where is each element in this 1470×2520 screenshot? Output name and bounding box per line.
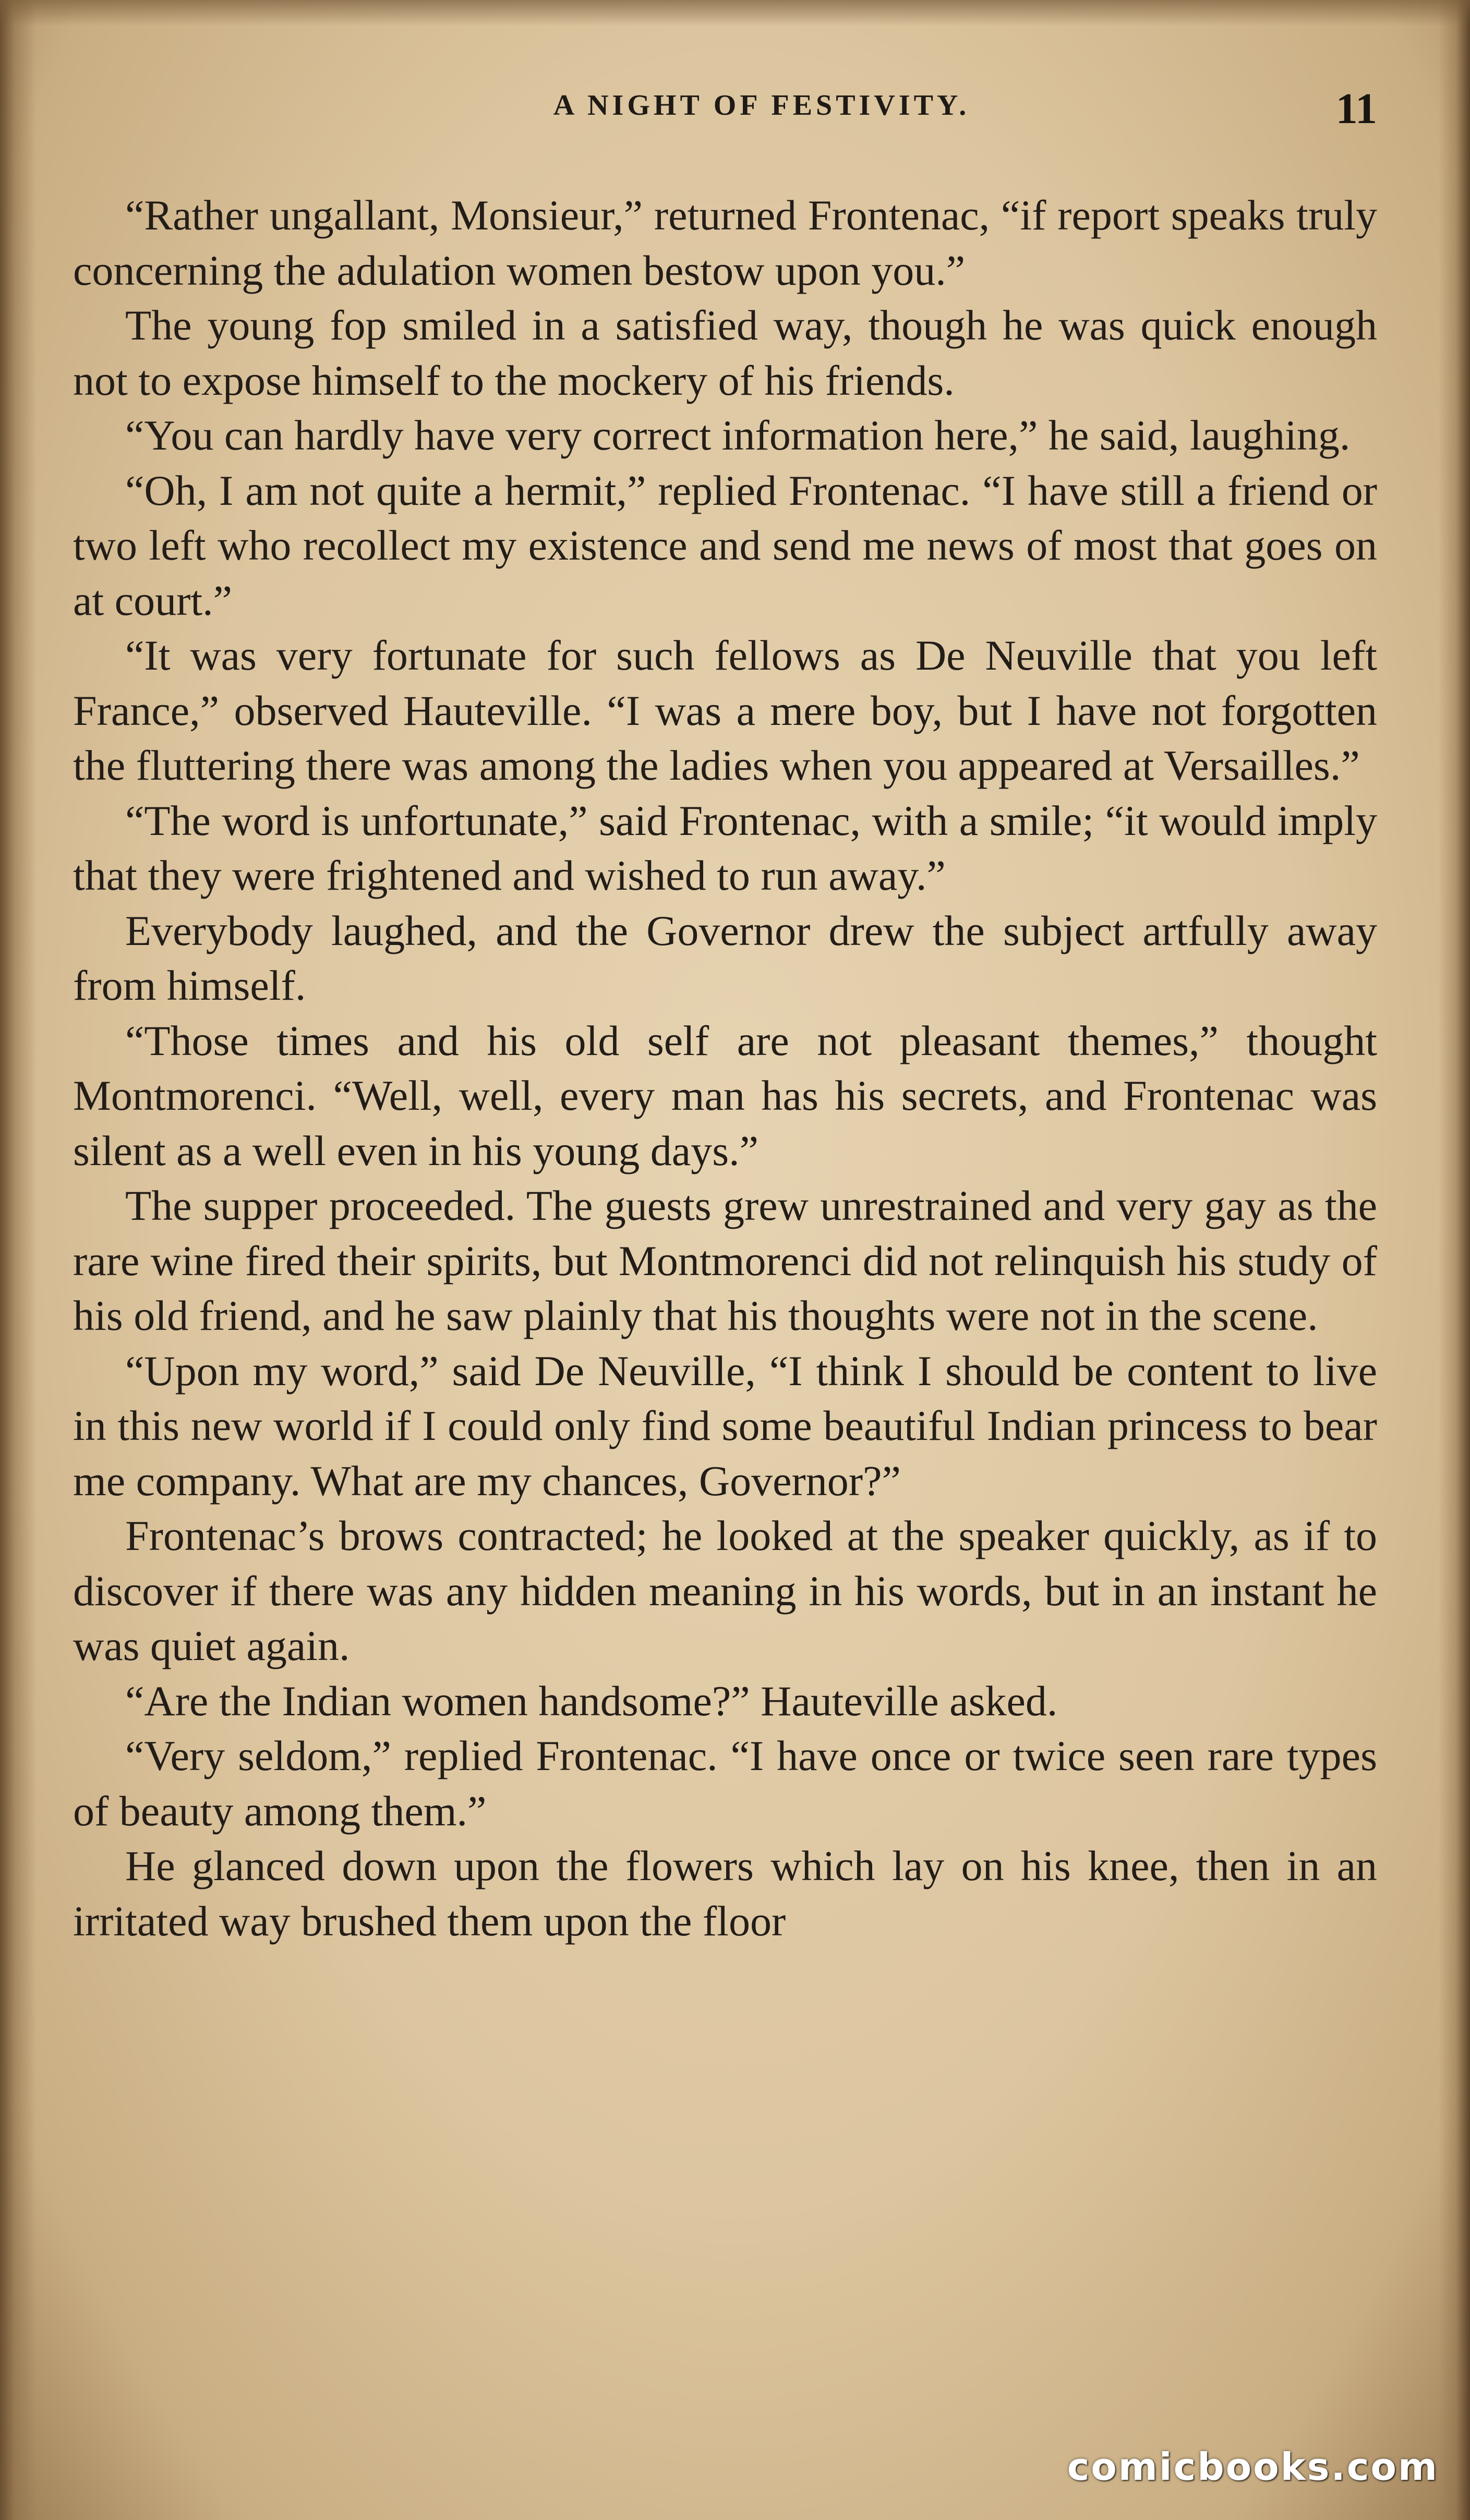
- paragraph: The young fop smiled in a satisfied way, though he was quick enough not to expose himself to the mockery of his friends.: [73, 301, 1377, 404]
- paragraph: “Upon my word,” said De Neuville, “I think I should be content to live in this new world if I could only find some beautiful Indian princess to bear me company. What are my chances, Governor?”: [73, 1347, 1377, 1505]
- page-edge-shadow-right: [1439, 0, 1470, 2520]
- paragraph: Frontenac’s brows contracted; he looked at the speaker quickly, as if to discover if there was any hidden meaning in his words, but in an instant he was quiet again.: [73, 1512, 1377, 1669]
- running-title: A NIGHT OF FESTIVITY.: [553, 89, 970, 122]
- page-number: 11: [1335, 84, 1377, 133]
- paragraph: Everybody laughed, and the Governor drew the subject artfully away from himself.: [73, 906, 1377, 1009]
- page-edge-shadow-top: [0, 0, 1470, 26]
- running-head: [73, 83, 1377, 146]
- paragraph: “The word is unfortunate,” said Frontenac, with a smile; “it would imply that they were frightened and wished to run away.”: [73, 796, 1377, 899]
- paragraph: “Oh, I am not quite a hermit,” replied Frontenac. “I have still a friend or two left who recollect my existence and send me news of most that goes on at court.”: [73, 466, 1377, 624]
- paragraph: “Rather ungallant, Monsieur,” returned Frontenac, “if report speaks truly concerning the adulation women bestow upon you.”: [73, 191, 1377, 294]
- paragraph: “Very seldom,” replied Frontenac. “I have once or twice seen rare types of beauty among them.”: [73, 1732, 1377, 1835]
- paragraph: “You can hardly have very correct information here,” he said, laughing.: [125, 411, 1351, 459]
- paragraph: “Are the Indian women handsome?” Hauteville asked.: [125, 1677, 1058, 1725]
- paragraph: The supper proceeded. The guests grew unrestrained and very gay as the rare wine fired their spirits, but Montmorenci did not relinquish his study of his old friend, and he saw plainly that his thoughts were not in the scene.: [73, 1182, 1377, 1339]
- page-edge-shadow-left: [0, 0, 37, 2520]
- watermark: comicbooks.com: [1067, 2445, 1439, 2489]
- body-text: [73, 188, 1377, 1948]
- paragraph: “Those times and his old self are not pleasant themes,” thought Montmorenci. “Well, well, every man has his secrets, and Frontenac was silent as a well even in his young days.”: [73, 1016, 1377, 1174]
- paragraph: “It was very fortunate for such fellows as De Neuville that you left France,” observed Hauteville. “I was a mere boy, but I have not forgotten the fluttering there was among the ladies when you appeared at Versailles.”: [73, 632, 1377, 789]
- paragraph: He glanced down upon the flowers which lay on his knee, then in an irritated way brushed them upon the floor: [73, 1842, 1377, 1945]
